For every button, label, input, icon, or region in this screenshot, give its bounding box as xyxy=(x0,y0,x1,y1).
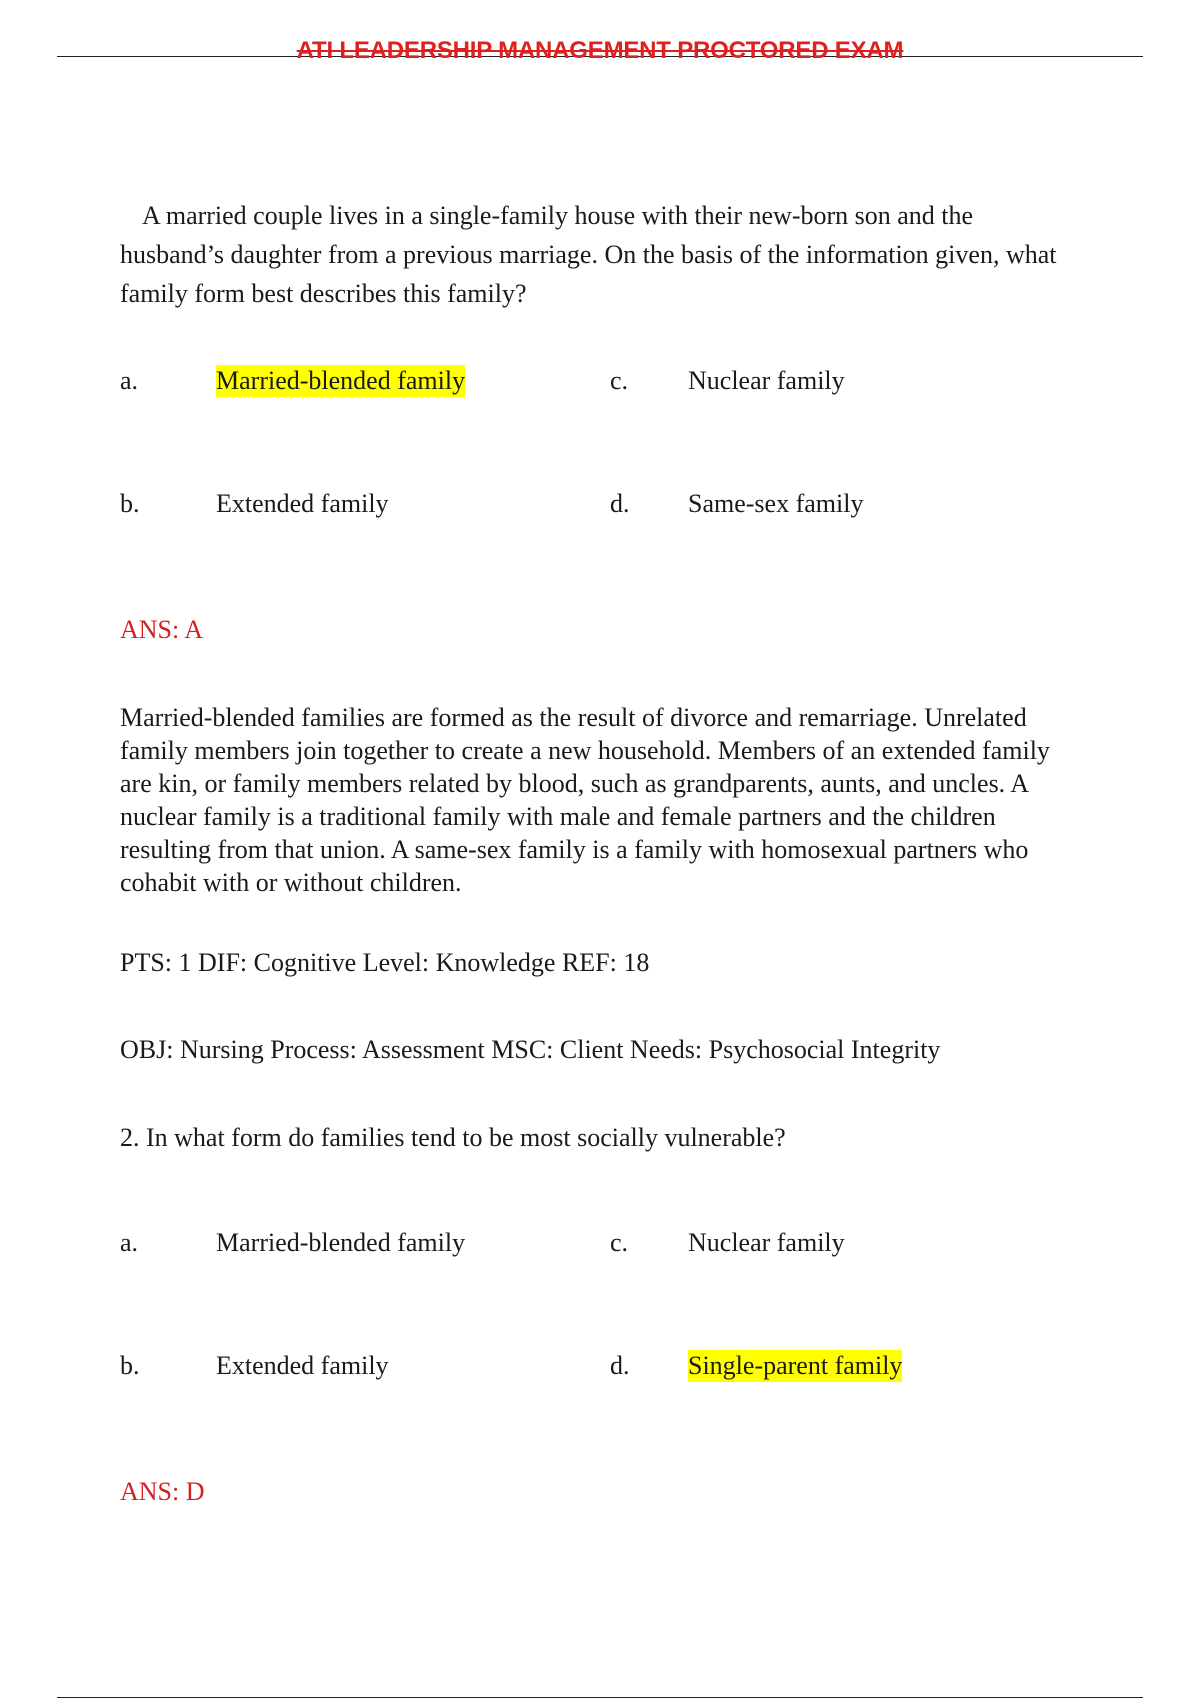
question-2-stem: 2. In what form do families tend to be most socially vulnerable? xyxy=(120,1123,786,1152)
option-letter: c. xyxy=(610,1228,629,1257)
question-1-obj-line: OBJ: Nursing Process: Assessment MSC: Client Needs: Psychosocial Integrity xyxy=(120,1035,941,1064)
option-text: Married-blended family xyxy=(216,1228,466,1257)
option-text: Extended family xyxy=(216,1351,389,1380)
option-text: Extended family xyxy=(216,489,389,518)
question-1-stem: A married couple lives in a single-family house with their new-born son and the husband’s daughter from a previous marriage. On the basis of the information given, what family form best describes this family? xyxy=(120,201,1057,308)
option-letter: d. xyxy=(610,1351,630,1380)
option-text: Single-parent family xyxy=(688,1351,903,1380)
option-letter: b. xyxy=(120,1351,140,1380)
option-text: Married-blended family xyxy=(216,366,466,395)
option-text: Nuclear family xyxy=(688,1228,845,1257)
option-text: Same-sex family xyxy=(688,489,864,518)
option-letter: a. xyxy=(120,1228,139,1257)
question-1-pts-line: PTS: 1 DIF: Cognitive Level: Knowledge REF: 18 xyxy=(120,948,650,977)
question-1-answer: ANS: A xyxy=(120,615,204,644)
option-letter: c. xyxy=(610,366,629,395)
option-text: Nuclear family xyxy=(688,366,845,395)
option-letter: b. xyxy=(120,489,140,518)
question-2-answer: ANS: D xyxy=(120,1477,205,1506)
question-1-rationale: Married-blended families are formed as the result of divorce and remarriage. Unrelated family members join together to create a new household. Members of an extended family are kin, or family members related by blood, such as grandparents, aunts, and uncles. A nuclear family is a traditional family with male and female partners and the children resulting from that union. A same-sex family is a family with homosexual partners who cohabit with or without children. xyxy=(120,703,1050,897)
footer-rule xyxy=(57,1697,1143,1698)
option-letter: a. xyxy=(120,366,139,395)
document-header-title: ATI LEADERSHIP MANAGEMENT PROCTORED EXAM xyxy=(296,37,904,64)
option-letter: d. xyxy=(610,489,630,518)
